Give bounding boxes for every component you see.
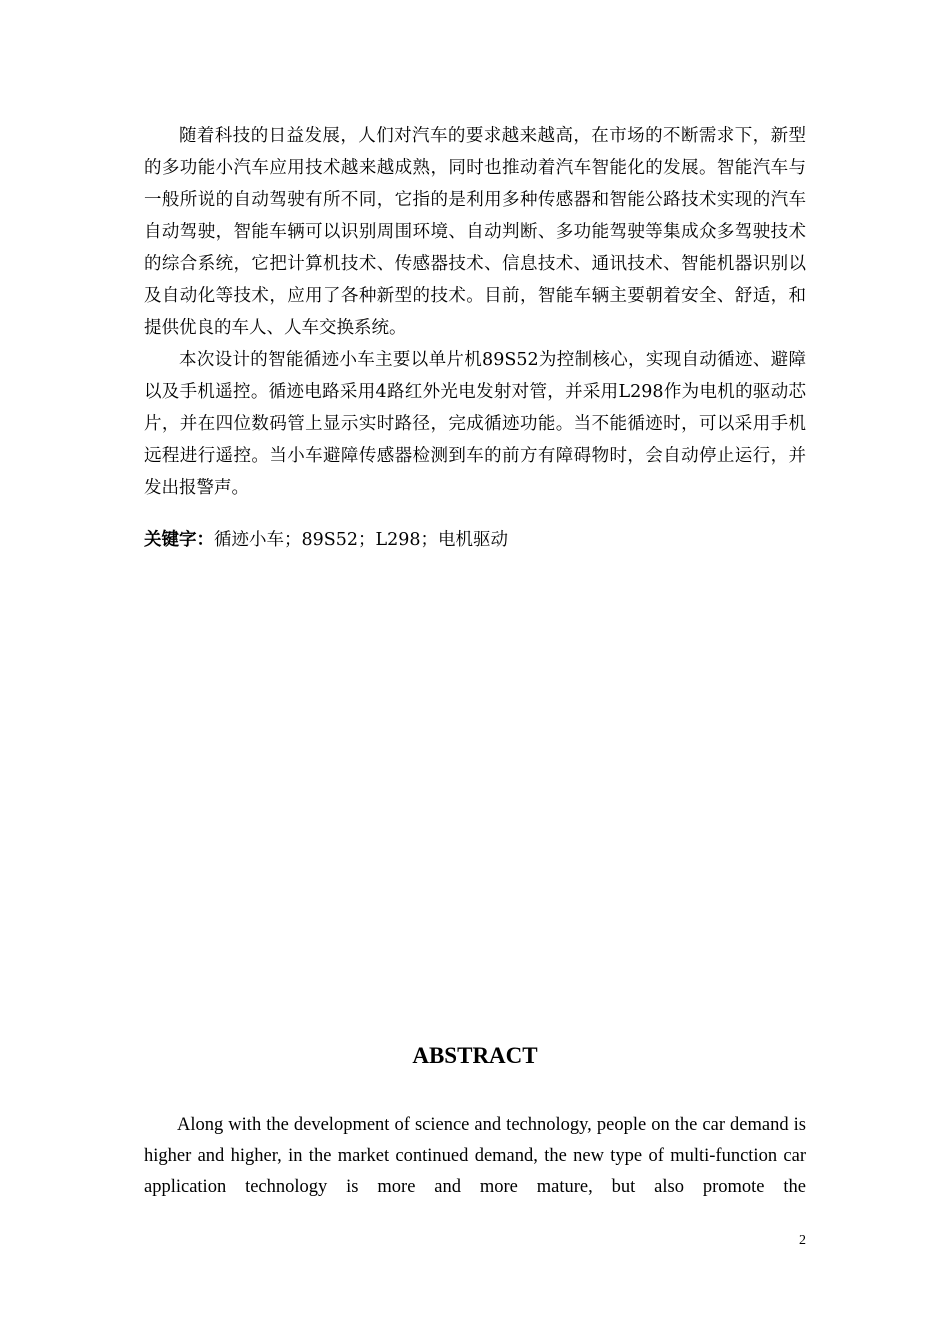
keywords-line	[144, 524, 806, 556]
english-paragraph-1: Along with the development of science and technology, people on the car demand is higher and higher, in the market continued demand, the new type of multi-function car application technology is more and more mature, but also promote the	[144, 1115, 806, 1197]
chinese-abstract-body	[144, 120, 806, 504]
keywords-text: 循迹小车；89S52；L298；电机驱动	[214, 530, 509, 550]
chinese-paragraph-1: 随着科技的日益发展，人们对汽车的要求越来越高，在市场的不断需求下，新型的多功能小汽车应用技术越来越成熟，同时也推动着汽车智能化的发展。智能汽车与一般所说的自动驾驶有所不同，它指的是利用多种传感器和智能公路技术实现的汽车自动驾驶，智能车辆可以识别周围环境、自动判断、多功能驾驶等集成众多驾驶技术的综合系统，它把计算机技术、传感器技术、信息技术、通讯技术、智能机器识别以及自动化等技术，应用了各种新型的技术。目前，智能车辆主要朝着安全、舒适，和提供优良的车人、人车交换系统。	[144, 126, 806, 338]
abstract-heading: ABSTRACT	[412, 1043, 538, 1068]
chinese-paragraph-2: 本次设计的智能循迹小车主要以单片机89S52为控制核心，实现自动循迹、避障以及手机遥控。循迹电路采用4路红外光电发射对管，并采用L298作为电机的驱动芯片，并在四位数码管上显示实时路径，完成循迹功能。当不能循迹时，可以采用手机远程进行遥控。当小车避障传感器检测到车的前方有障碍物时，会自动停止运行，并发出报警声。	[144, 350, 806, 498]
keywords-label: 关键字：	[144, 530, 214, 550]
english-abstract-body	[144, 1110, 806, 1203]
page-number: 2	[799, 1233, 806, 1248]
